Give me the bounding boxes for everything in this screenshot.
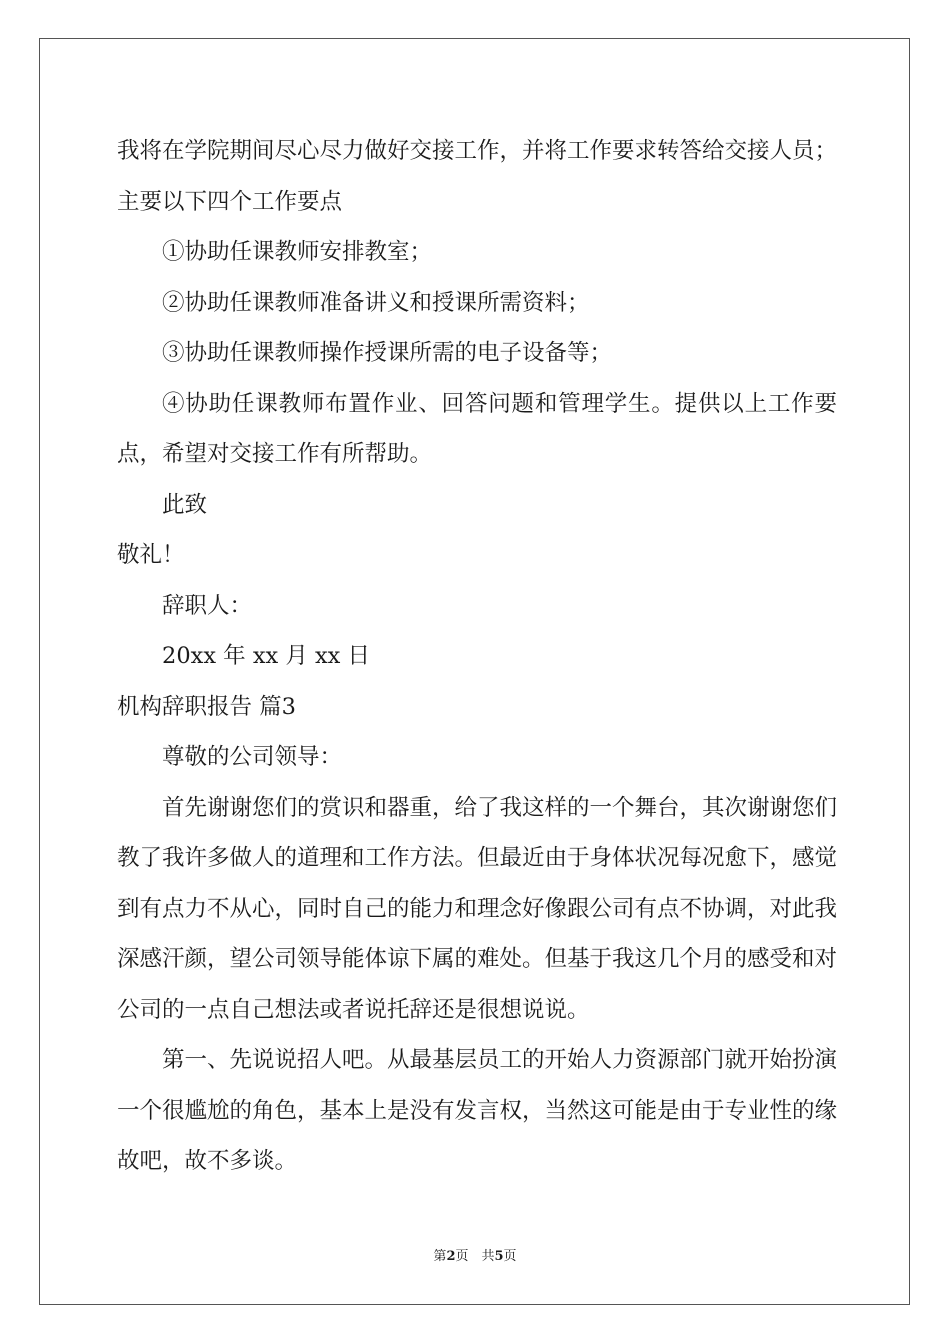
footer-prefix: 第: [433, 1249, 447, 1264]
closing-salutation: 此致: [162, 491, 208, 518]
document-body: [117, 126, 837, 1187]
paragraph-thanks: 首先谢谢您们的赏识和器重，给了我这样的一个舞台，其次谢谢您们教了我许多做人的道理和工作方法。但最近由于身体状况每况愈下，感觉到有点力不从心，同时自己的能力和理念好像跟公司有点不协调，对此我深感汗颜，望公司领导能体谅下属的难处。但基于我这几个月的感受和对公司的一点自己想法或者说托辞还是很想说说。: [117, 794, 838, 1023]
paragraph-point-4: ④协助任课教师布置作业、回答问题和管理学生。提供以上工作要点，希望对交接工作有所帮助。: [117, 390, 837, 467]
date-line: 20xx 年 xx 月 xx 日: [162, 643, 371, 669]
paragraph-recruitment: 第一、先说说招人吧。从最基层员工的开始人力资源部门就开始扮演一个很尴尬的角色，基本上是没有发言权，当然这可能是由于专业性的缘故吧，故不多谈。: [117, 1047, 838, 1174]
signature-label: 辞职人：: [162, 592, 253, 619]
footer-current-page: 2: [446, 1249, 456, 1264]
paragraph-point-3: ③协助任课教师操作授课所需的电子设备等；: [162, 340, 613, 366]
footer-total-pages: 5: [494, 1249, 504, 1264]
paragraph-point-2: ②协助任课教师准备讲义和授课所需资料；: [162, 289, 590, 316]
footer-mid: 页 共: [455, 1249, 495, 1264]
page-footer: [0, 1245, 950, 1264]
footer-suffix: 页: [503, 1249, 517, 1264]
greeting: 尊敬的公司领导：: [162, 744, 343, 770]
closing-respect: 敬礼！: [117, 542, 185, 568]
section-heading: 机构辞职报告 篇3: [117, 693, 296, 720]
paragraph-handover: 我将在学院期间尽心尽力做好交接工作，并将工作要求转答给交接人员；主要以下四个工作要点: [117, 138, 838, 215]
paragraph-point-1: ①协助任课教师安排教室；: [162, 239, 433, 265]
